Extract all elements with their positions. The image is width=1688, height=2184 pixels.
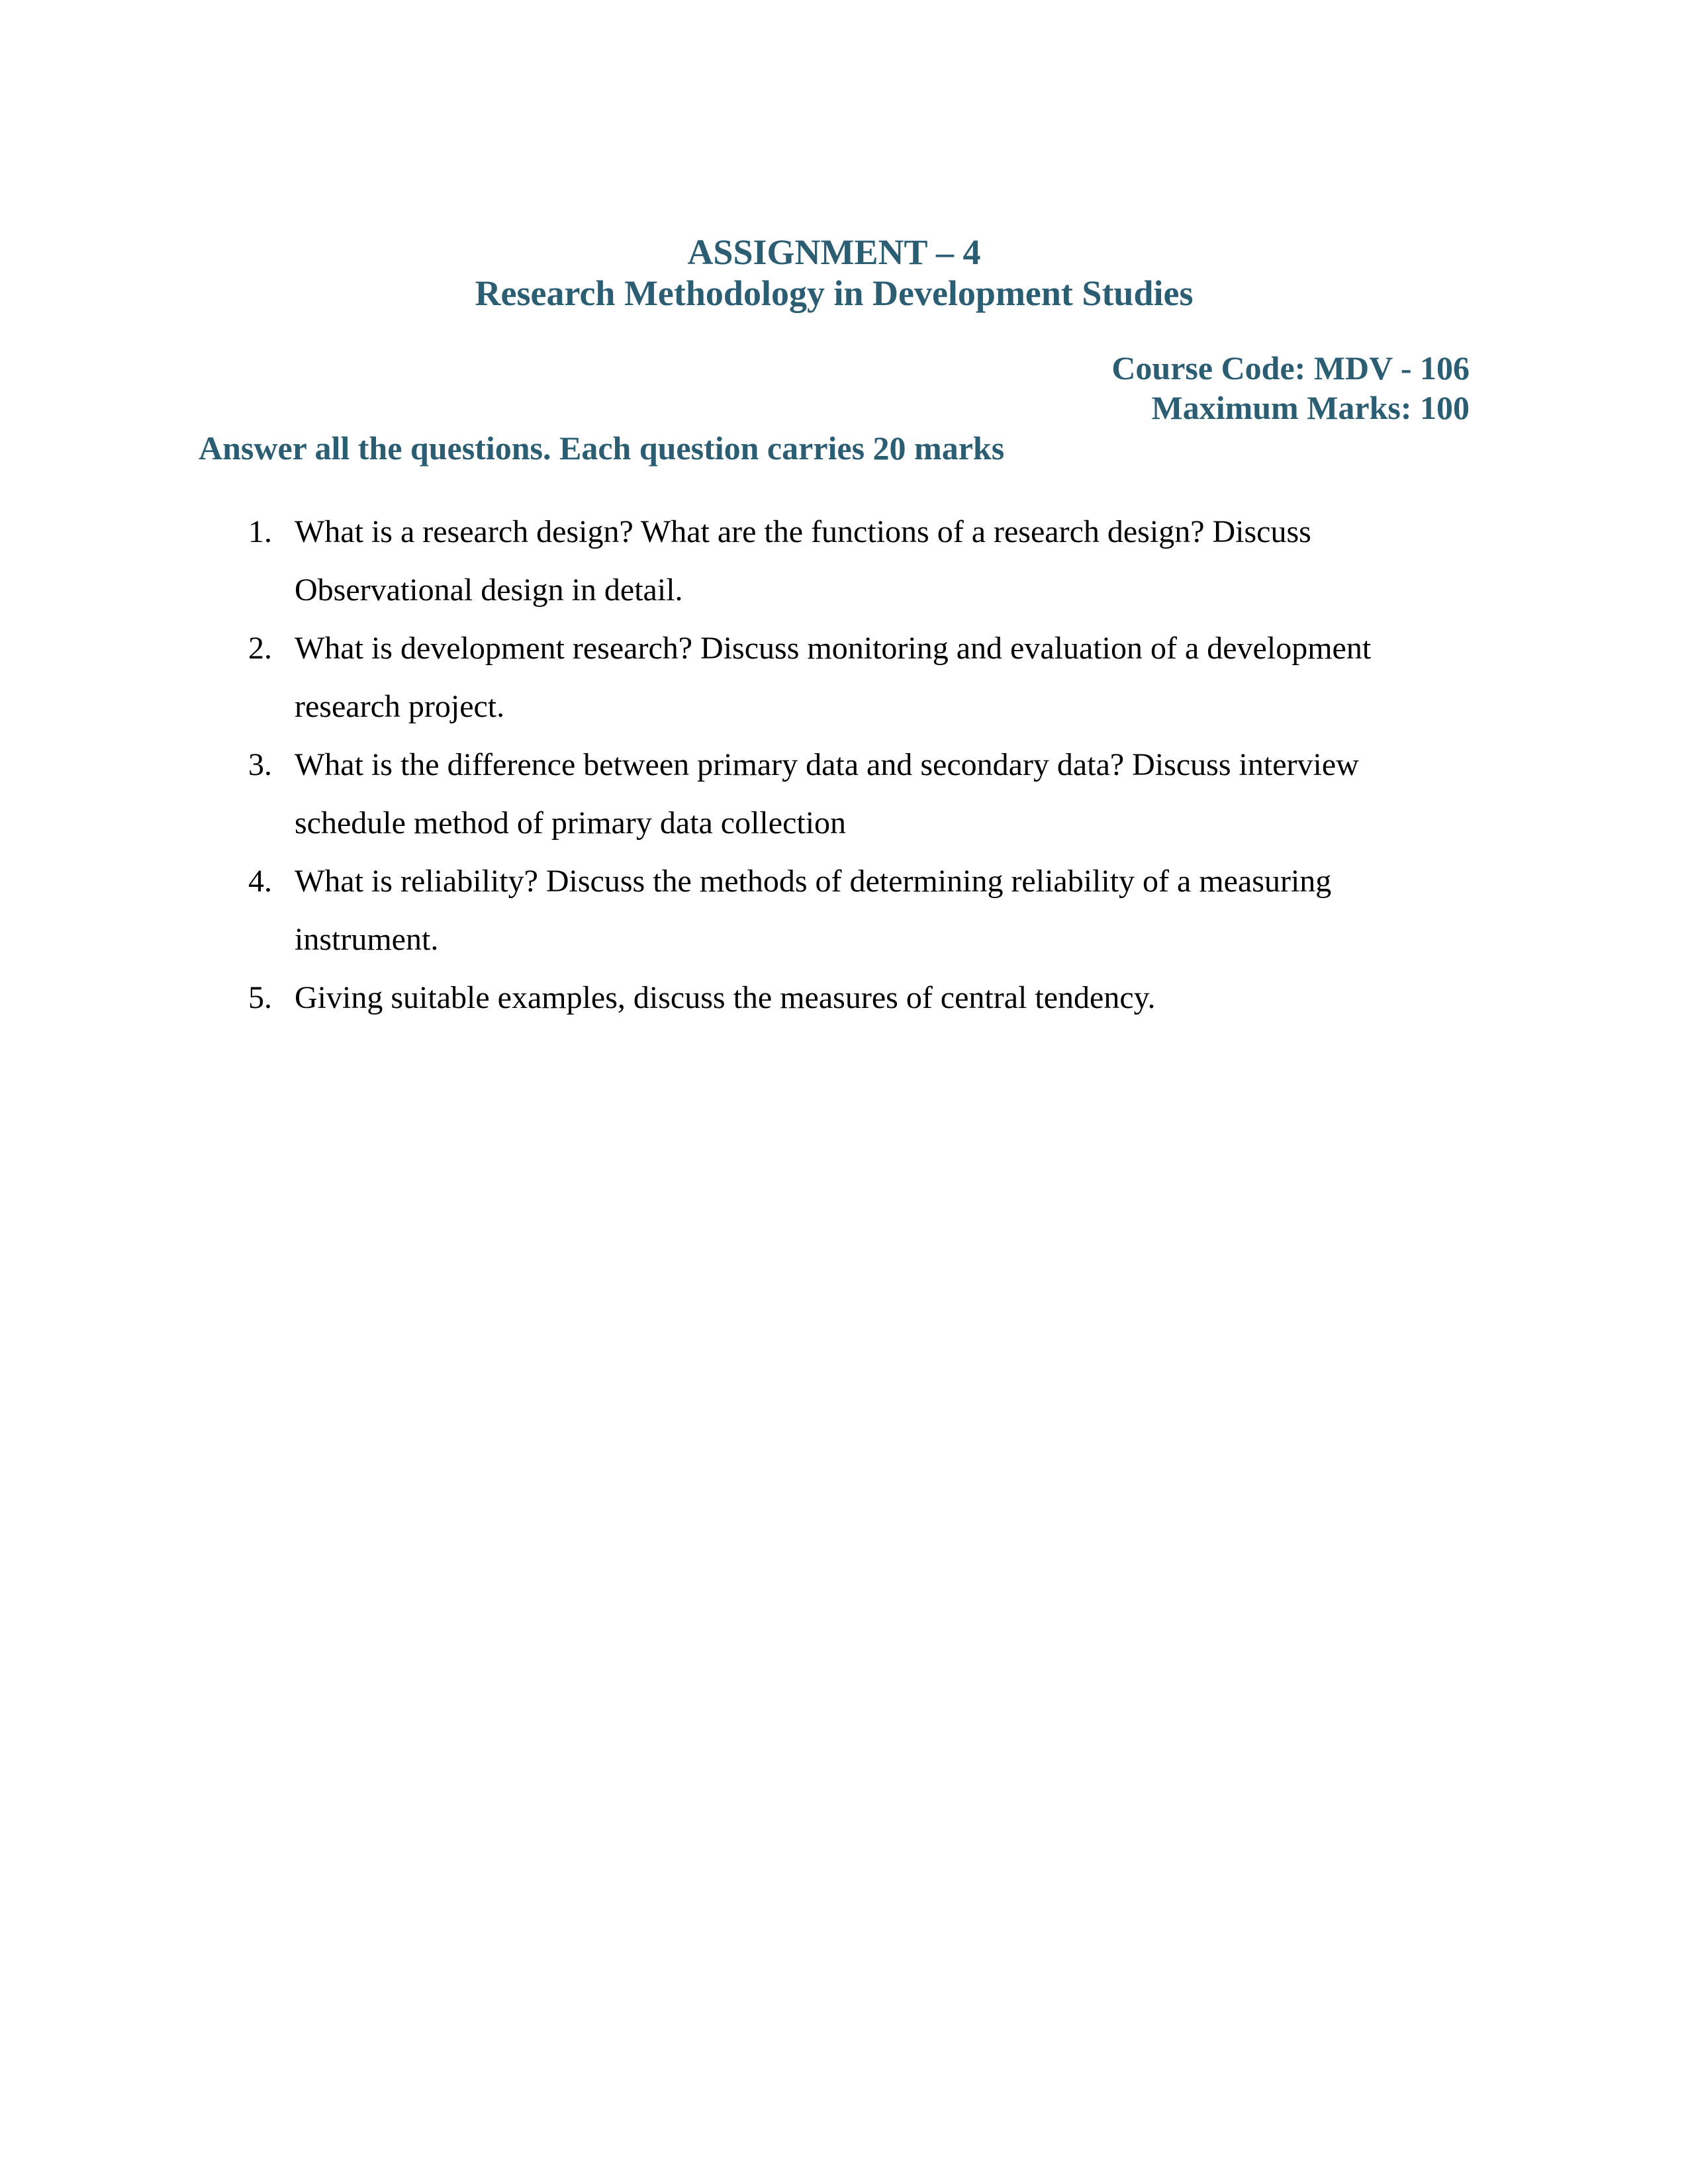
instruction-line: Answer all the questions. Each question carries 20 marks bbox=[199, 430, 1005, 467]
questions-list bbox=[248, 503, 1470, 1027]
question-number: 4. bbox=[248, 864, 272, 899]
question-number: 5. bbox=[248, 980, 272, 1015]
question-text: What is the difference between primary data and secondary data? Discuss interview schedule method of primary data collection bbox=[295, 747, 1359, 841]
question-number: 2. bbox=[248, 631, 272, 666]
question-number: 1. bbox=[248, 514, 272, 549]
course-info-block bbox=[199, 348, 1470, 428]
question-item bbox=[248, 736, 1470, 852]
question-item bbox=[248, 969, 1470, 1027]
question-item bbox=[248, 619, 1470, 736]
assignment-title: ASSIGNMENT – 4 bbox=[687, 232, 981, 272]
course-title: Research Methodology in Development Studies bbox=[475, 273, 1194, 313]
question-item bbox=[248, 503, 1470, 619]
question-text: What is a research design? What are the functions of a research design? Discuss Observational design in detail. bbox=[295, 514, 1311, 608]
course-code: Course Code: MDV - 106 bbox=[1111, 349, 1470, 387]
question-text: What is development research? Discuss monitoring and evaluation of a development research project. bbox=[295, 631, 1372, 724]
question-item bbox=[248, 852, 1470, 969]
maximum-marks: Maximum Marks: 100 bbox=[1151, 389, 1470, 426]
question-number: 3. bbox=[248, 747, 272, 782]
question-text: Giving suitable examples, discuss the measures of central tendency. bbox=[295, 980, 1156, 1015]
page-content bbox=[199, 232, 1470, 1027]
question-text: What is reliability? Discuss the methods of determining reliability of a measuring instrument. bbox=[295, 864, 1332, 957]
